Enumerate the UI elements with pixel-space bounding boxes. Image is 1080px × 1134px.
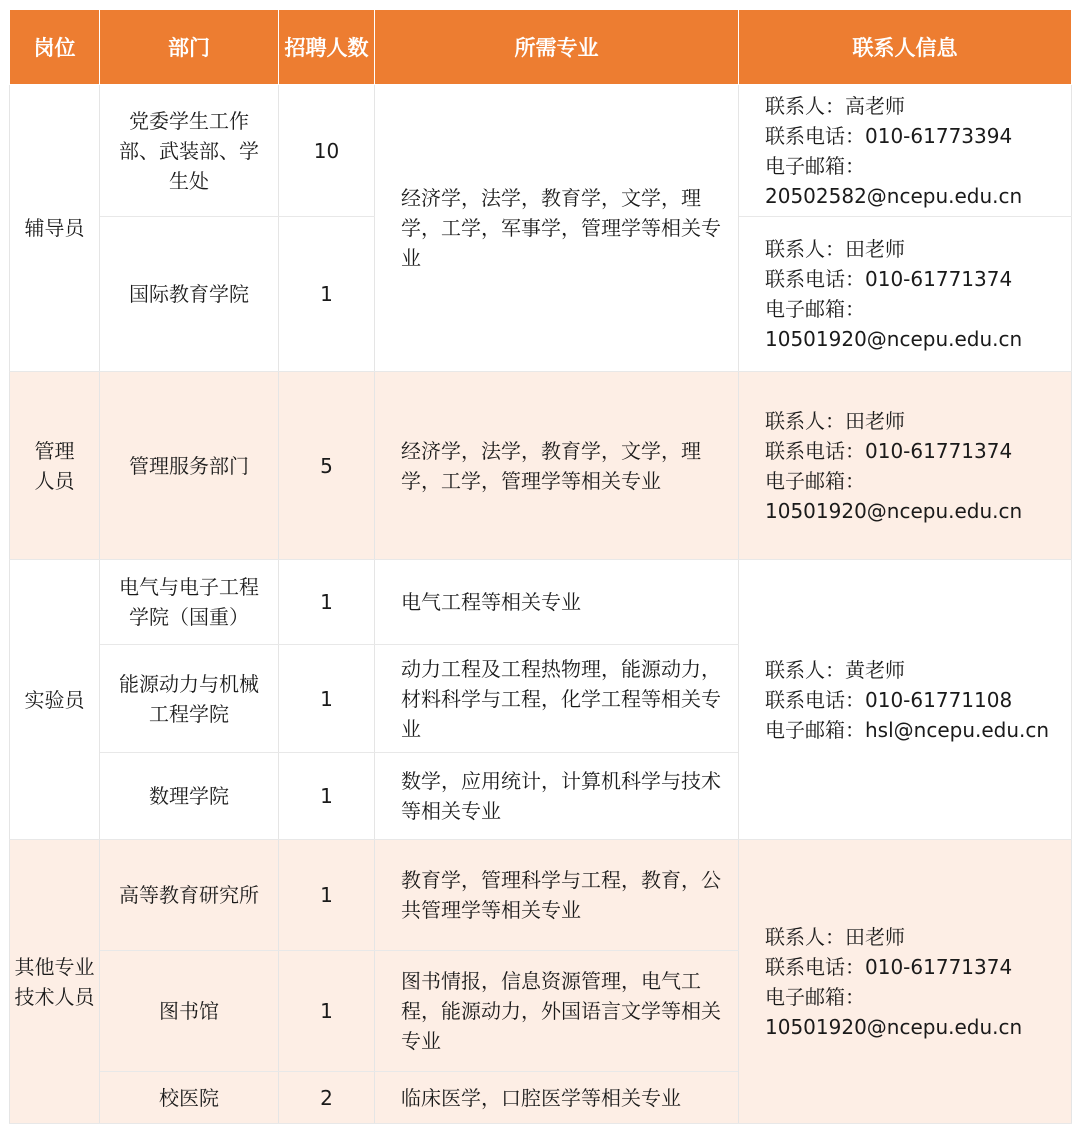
majors-line: 临床医学，口腔医学等相关专业: [401, 1085, 681, 1110]
department-cell: 校医院: [100, 1072, 279, 1124]
majors-line: 动力工程及工程热物理，能源动力，: [401, 656, 721, 681]
majors-line: 数学，应用统计，计算机科学与技术: [401, 769, 721, 793]
headcount-cell: 1: [279, 753, 375, 840]
contact-person: 联系人：高老师: [765, 93, 905, 118]
contact-cell: [739, 560, 1072, 840]
majors-cell: [375, 951, 739, 1072]
contact-email[interactable]: 10501920@ncepu.edu.cn: [765, 498, 1023, 523]
majors-line: 程，能源动力，外国语言文学等相关: [401, 999, 721, 1023]
department-cell: 数理学院: [100, 753, 279, 840]
position-cell: 实验员: [10, 560, 100, 840]
majors-cell: [375, 560, 739, 645]
majors-line: 共管理学等相关专业: [401, 898, 581, 922]
headcount-cell: 5: [279, 372, 375, 560]
contact-person: 联系人：田老师: [765, 408, 905, 433]
contact-person: 联系人：田老师: [765, 237, 905, 261]
header-majors: 所需专业: [375, 10, 739, 85]
header-row: [10, 10, 1072, 85]
majors-line: 经济学，法学，教育学，文学，理: [401, 186, 701, 210]
header-headcount: 招聘人数: [279, 10, 375, 85]
headcount-cell: 1: [279, 560, 375, 645]
contact-person: 联系人：田老师: [765, 924, 905, 949]
recruitment-table: [9, 9, 1072, 1124]
contact-phone: 联系电话：010-61771374: [765, 267, 1013, 291]
contact-email[interactable]: 10501920@ncepu.edu.cn: [765, 1014, 1023, 1039]
majors-line: 专业: [401, 1029, 441, 1053]
contact-email[interactable]: 20502582@ncepu.edu.cn: [765, 183, 1023, 208]
majors-line: 材料科学与工程，化学工程等相关专: [401, 686, 721, 711]
majors-cell: [375, 753, 739, 840]
majors-line: 业: [401, 246, 421, 270]
headcount-cell: 1: [279, 840, 375, 951]
majors-line: 学，工学，管理学等相关专业: [401, 468, 661, 493]
contact-cell: [739, 217, 1072, 372]
header-contact: 联系人信息: [739, 10, 1072, 85]
headcount-cell: 1: [279, 645, 375, 753]
contact-email-label: 电子邮箱：: [765, 468, 865, 493]
contact-phone: 联系电话：010-61771374: [765, 954, 1013, 979]
contact-person: 联系人：黄老师: [765, 657, 905, 682]
headcount-cell: 1: [279, 951, 375, 1072]
contact-phone: 联系电话：010-61771108: [765, 687, 1013, 712]
position-cell: 管理人员: [10, 372, 100, 560]
position-cell: 辅导员: [10, 85, 100, 372]
headcount-cell: 2: [279, 1072, 375, 1124]
table-row: [10, 840, 1072, 951]
contact-email-label: 电子邮箱：: [765, 153, 865, 178]
majors-line: 教育学，管理科学与工程，教育，公: [401, 868, 721, 892]
headcount-cell: 10: [279, 85, 375, 217]
department-cell: 国际教育学院: [100, 217, 279, 372]
department-cell: 能源动力与机械工程学院: [100, 645, 279, 753]
department-cell: 管理服务部门: [100, 372, 279, 560]
contact-email-label: 电子邮箱：: [765, 297, 865, 321]
table-row: [10, 372, 1072, 560]
department-cell: 图书馆: [100, 951, 279, 1072]
majors-cell: [375, 1072, 739, 1124]
table-row: [10, 560, 1072, 645]
contact-cell: [739, 85, 1072, 217]
department-cell: 党委学生工作部、武装部、学生处: [100, 85, 279, 217]
majors-cell: [375, 372, 739, 560]
header-position: 岗位: [10, 10, 100, 85]
position-cell: 其他专业技术人员: [10, 840, 100, 1124]
contact-email[interactable]: 电子邮箱：hsl@ncepu.edu.cn: [765, 717, 1050, 742]
majors-cell: [375, 840, 739, 951]
contact-phone: 联系电话：010-61773394: [765, 123, 1013, 148]
majors-cell: [375, 645, 739, 753]
table-row: [10, 85, 1072, 217]
majors-line: 图书情报，信息资源管理，电气工: [401, 969, 701, 993]
department-cell: 高等教育研究所: [100, 840, 279, 951]
contact-cell: [739, 372, 1072, 560]
contact-email-label: 电子邮箱：: [765, 984, 865, 1009]
majors-line: 等相关专业: [401, 799, 501, 823]
headcount-cell: 1: [279, 217, 375, 372]
majors-line: 经济学，法学，教育学，文学，理: [401, 438, 701, 463]
majors-line: 电气工程等相关专业: [401, 590, 581, 614]
contact-email[interactable]: 10501920@ncepu.edu.cn: [765, 327, 1023, 351]
majors-line: 业: [401, 716, 421, 741]
contact-phone: 联系电话：010-61771374: [765, 438, 1013, 463]
contact-cell: [739, 840, 1072, 1124]
majors-line: 学，工学，军事学，管理学等相关专: [401, 216, 721, 240]
department-cell: 电气与电子工程学院（国重）: [100, 560, 279, 645]
header-department: 部门: [100, 10, 279, 85]
majors-cell: [375, 85, 739, 372]
